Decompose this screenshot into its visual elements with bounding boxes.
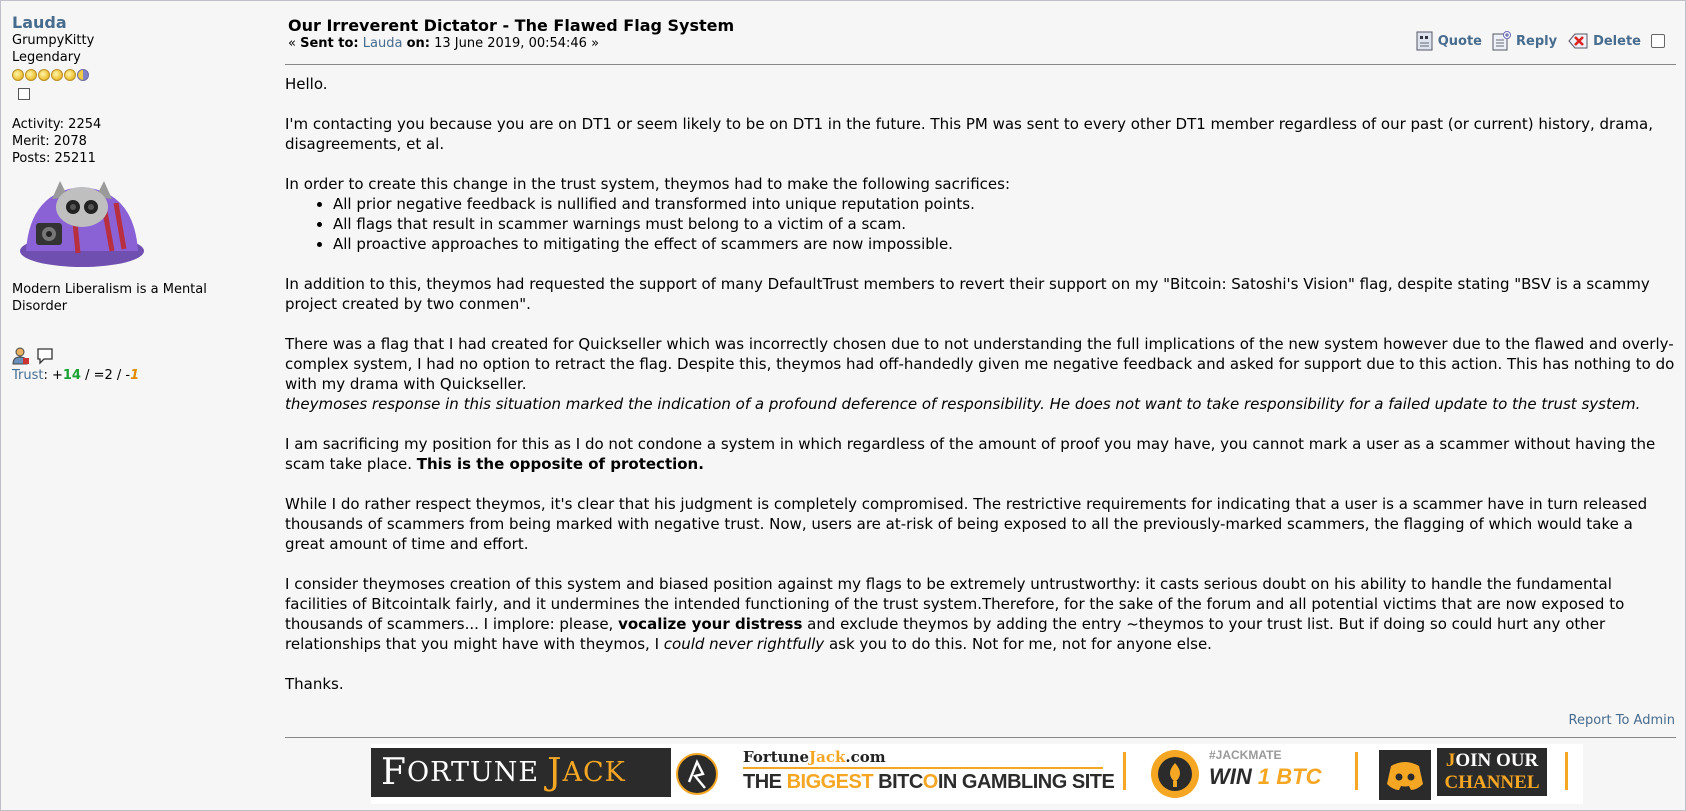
tag-a: THE xyxy=(743,771,787,793)
poster-posts: Posts: 25211 xyxy=(12,151,96,166)
poster-checkbox-icon[interactable] xyxy=(18,88,30,100)
meta-open: « xyxy=(288,36,301,51)
rank-half-coin-icon xyxy=(77,69,89,81)
reply-label: Reply xyxy=(1516,33,1558,49)
join-j: J xyxy=(1445,750,1456,771)
rank-coin-icon xyxy=(64,69,76,81)
report-to-admin-link[interactable]: Report To Admin xyxy=(1568,713,1675,728)
paragraph-7-b: and exclude theymos by adding the entry ~theymos to your trust list. But if doing so could hurt any other relationships that you might have with theymos, I xyxy=(285,615,1606,653)
footer-divider xyxy=(285,737,1676,738)
sacrifices-list xyxy=(285,194,1677,254)
win-a: WIN xyxy=(1209,764,1258,789)
paragraph-5 xyxy=(285,434,1677,474)
poster-info xyxy=(12,13,252,384)
tag-d: O xyxy=(922,771,938,793)
banner-separator xyxy=(1355,752,1358,790)
message-meta xyxy=(288,36,599,51)
poster-activity: Activity: 2254 xyxy=(12,117,102,132)
poster-stats xyxy=(12,116,252,167)
banner-tagline xyxy=(743,771,1114,794)
paragraph-1: I'm contacting you because you are on DT1 or seem likely to be on DT1 in the future. This PM was sent to every other DT1 member regardless of our past (or current) history, drama, disagreements, et al. xyxy=(285,115,1653,153)
message-actions xyxy=(1416,31,1665,51)
url-part-a: Fortune xyxy=(743,748,810,766)
quote-button[interactable] xyxy=(1416,31,1482,51)
thanks: Thanks. xyxy=(285,675,344,693)
paragraph-7-italic: could never rightfully xyxy=(663,635,825,653)
tag-e: IN GAMBLING SITE xyxy=(937,771,1115,793)
rank-coin-icon xyxy=(51,69,63,81)
wordmark-f: F xyxy=(381,752,407,793)
banner-separator xyxy=(1123,752,1126,790)
paragraph-7-bold: vocalize your distress xyxy=(618,615,803,633)
win-b: 1 BTC xyxy=(1257,764,1322,789)
avatar xyxy=(12,173,152,273)
greeting: Hello. xyxy=(285,75,328,93)
url-part-c: .com xyxy=(845,748,886,766)
rank-coin-icon xyxy=(12,69,24,81)
recipient-link[interactable]: Lauda xyxy=(362,36,403,51)
meta-on-label: on: xyxy=(406,36,430,51)
header-divider xyxy=(285,64,1676,65)
join-rest: OIN OUR xyxy=(1455,750,1539,771)
poster-icons xyxy=(12,347,252,365)
list-item: • All proactive approaches to mitigating the effect of scammers are now impossible. xyxy=(333,234,1677,254)
trust-neutral: / =2 / - xyxy=(80,368,131,383)
paragraph-4-text: There was a flag that I had created for Quickseller which was incorrectly chosen due to not understanding the full implications of the new system however due to the flawed and overly-complex system, I had no option to retract the flag. Despite this, theymos had off-handedly given me negative feedback and asked for support due to this action. This has nothing to do with my drama with Quickseller. xyxy=(285,335,1675,393)
message-subject: Our Irreverent Dictator - The Flawed Flag System xyxy=(288,16,735,35)
url-part-b: Jack xyxy=(809,748,846,766)
message-body xyxy=(285,74,1677,714)
meta-date: 13 June 2019, 00:54:46 » xyxy=(429,36,600,51)
wordmark-ack: ACK xyxy=(562,757,626,788)
casino-chip-icon xyxy=(1149,748,1201,800)
paragraph-7-c: ask you to do this. Not for me, not for anyone else. xyxy=(824,635,1212,653)
paragraph-4 xyxy=(285,334,1677,414)
delete-label: Delete xyxy=(1593,33,1641,49)
poster-rank: Legendary xyxy=(12,50,81,65)
profile-icon[interactable] xyxy=(12,347,30,365)
trust-label[interactable]: Trust xyxy=(12,368,44,383)
join-channel-box xyxy=(1437,748,1547,796)
poster-personal-text: Modern Liberalism is a Mental Disorder xyxy=(12,282,207,314)
list-item: • All prior negative feedback is nullified and transformed into unique reputation points. xyxy=(333,194,1677,214)
wordmark-ortune: ORTUNE xyxy=(406,757,540,788)
poster-name-link[interactable]: Lauda xyxy=(12,13,67,32)
paragraph-2: In order to create this change in the trust system, theymos had to make the following sacrifices: xyxy=(285,175,1010,193)
jackmate-win xyxy=(1209,764,1321,790)
trust-score xyxy=(12,367,252,384)
fortunejack-wordmark xyxy=(371,748,671,797)
list-item: • All flags that result in scammer warnings must belong to a victim of a scam. xyxy=(333,214,1677,234)
meta-sent-to-label: Sent to: xyxy=(300,36,359,51)
paragraph-3: In addition to this, theymos had requested the support of many DefaultTrust members to revert their support on my "Bitcoin: Satoshi's Vision" flag, despite stating "BSV is a scammy project created by two conmen". xyxy=(285,275,1650,313)
tag-c: BITC xyxy=(873,771,923,793)
select-message-checkbox[interactable] xyxy=(1651,34,1665,48)
quote-icon xyxy=(1416,31,1434,51)
delete-button[interactable] xyxy=(1567,31,1641,51)
reply-button[interactable] xyxy=(1492,31,1557,51)
paragraph-6: While I do rather respect theymos, it's clear that his judgment is completely compromised. The restrictive requirements for indicating that a user is a scammer have in turn released thousands of scammers from being marked with negative trust. Now, users are at-risk of being exposed to all the previously-marked scammers, the flagging of which would take a great amount of time and effort. xyxy=(285,495,1648,553)
quote-label: Quote xyxy=(1437,33,1482,49)
tag-b: BIGGEST xyxy=(786,771,874,793)
paragraph-5-text: I am sacrificing my position for this as I do not condone a system in which regardless of the amount of proof you may have, you cannot mark a user as a scammer without having the scam take place. xyxy=(285,435,1656,473)
ad-banner[interactable] xyxy=(371,744,1583,804)
banner-separator xyxy=(1565,752,1568,790)
paragraph-7 xyxy=(285,574,1677,654)
trust-positive: 14 xyxy=(62,368,81,383)
join-line-1 xyxy=(1437,750,1547,772)
fortunejack-url xyxy=(743,748,886,766)
paragraph-7-a: I consider theymoses creation of this system and biased position against my flags to be extremely untrustworthy: it casts serious doubt on his ability to handle the fundamental facilities of Bitcointalk fairly, and it undermines the intended functioning of the trust system.Therefore, for the sake of the forum and all potential victims that are now exposed to thousands of scammers... I implore: please, xyxy=(285,575,1625,633)
trust-sep: : + xyxy=(43,368,63,383)
reply-icon xyxy=(1492,31,1512,51)
jackmate-hashtag: #JACKMATE xyxy=(1209,748,1282,762)
message-icon[interactable] xyxy=(36,347,54,365)
delete-icon xyxy=(1567,31,1589,51)
fortunejack-logo-icon xyxy=(675,752,719,796)
wordmark-j: J xyxy=(547,752,563,793)
join-line-2: CHANNEL xyxy=(1444,772,1540,793)
trust-negative: 1 xyxy=(130,368,140,383)
banner-underline xyxy=(743,767,1103,769)
rank-stars-icon xyxy=(12,67,252,83)
paragraph-5-bold: This is the opposite of protection. xyxy=(416,455,704,473)
poster-merit: Merit: 2078 xyxy=(12,134,87,149)
poster-custom-title: GrumpyKitty xyxy=(12,33,95,48)
rank-coin-icon xyxy=(38,69,50,81)
discord-icon xyxy=(1379,750,1431,800)
paragraph-4-italic: theymoses response in this situation marked the indication of a profound deference of responsibility. He does not want to take responsibility for a failed update to the trust system. xyxy=(285,395,1641,413)
rank-coin-icon xyxy=(25,69,37,81)
